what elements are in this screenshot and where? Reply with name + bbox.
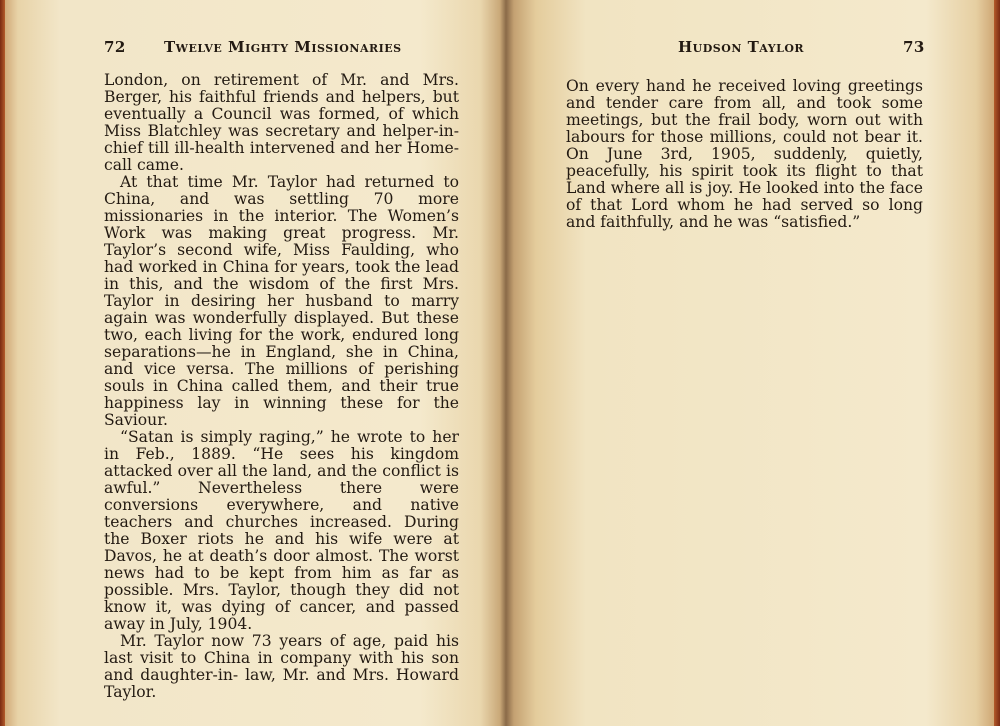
body-text bbox=[566, 78, 923, 231]
page-number: 72 bbox=[104, 38, 126, 56]
paragraph: On every hand he received loving greetings and tender care from all, and took some meetings, but the frail body, worn out with labours for those millions, could not bear it. On June 3rd, 1905, suddenly, quietly, peacefully, his spirit took its flight to that Land where all is joy. He looked into the face of that Lord whom he had served so long and faithfully, and he was “satisfied.” bbox=[566, 77, 923, 231]
body-text bbox=[104, 72, 459, 701]
paragraph: “Satan is simply raging,” he wrote to her in Feb., 1889. “He sees his kingdom attacked over all the land, and the conflict is awful.” Nevertheless there were conversions everywhere, and native teachers and churches increased. During the Boxer riots he and his wife were at Davos, he at death’s door almost. The worst news had to be kept from him as far as possible. Mrs. Taylor, though they did not know it, was dying of cancer, and passed away in July, 1904. bbox=[104, 428, 459, 633]
running-head: Hudson Taylor bbox=[678, 38, 805, 56]
page-number: 73 bbox=[903, 38, 925, 56]
paragraph: Mr. Taylor now 73 years of age, paid his last visit to China in company with his son and daughter-in- law, Mr. and Mrs. Howard Taylor. bbox=[104, 632, 459, 701]
running-head: Twelve Mighty Missionaries bbox=[164, 38, 402, 56]
right-page bbox=[506, 0, 1000, 726]
paragraph: At that time Mr. Taylor had returned to China, and was settling 70 more missionaries in the interior. The Women’s Work was making great progress. Mr. Taylor’s second wife, Miss Faulding, who had worked in China for years, took the lead in this, and the wisdom of the first Mrs. Taylor in desiring her husband to marry again was wonderfully displayed. But these two, each living for the work, endured long separations—he in England, she in China, and vice versa. The millions of perishing souls in China called them, and their true happiness lay in winning these for the Saviour. bbox=[104, 173, 459, 429]
paragraph: London, on retirement of Mr. and Mrs. Berger, his faithful friends and helpers, but eventually a Council was formed, of which Miss Blatchley was secretary and helper-in-chief till ill-health intervened and her Home-call came. bbox=[104, 71, 459, 174]
